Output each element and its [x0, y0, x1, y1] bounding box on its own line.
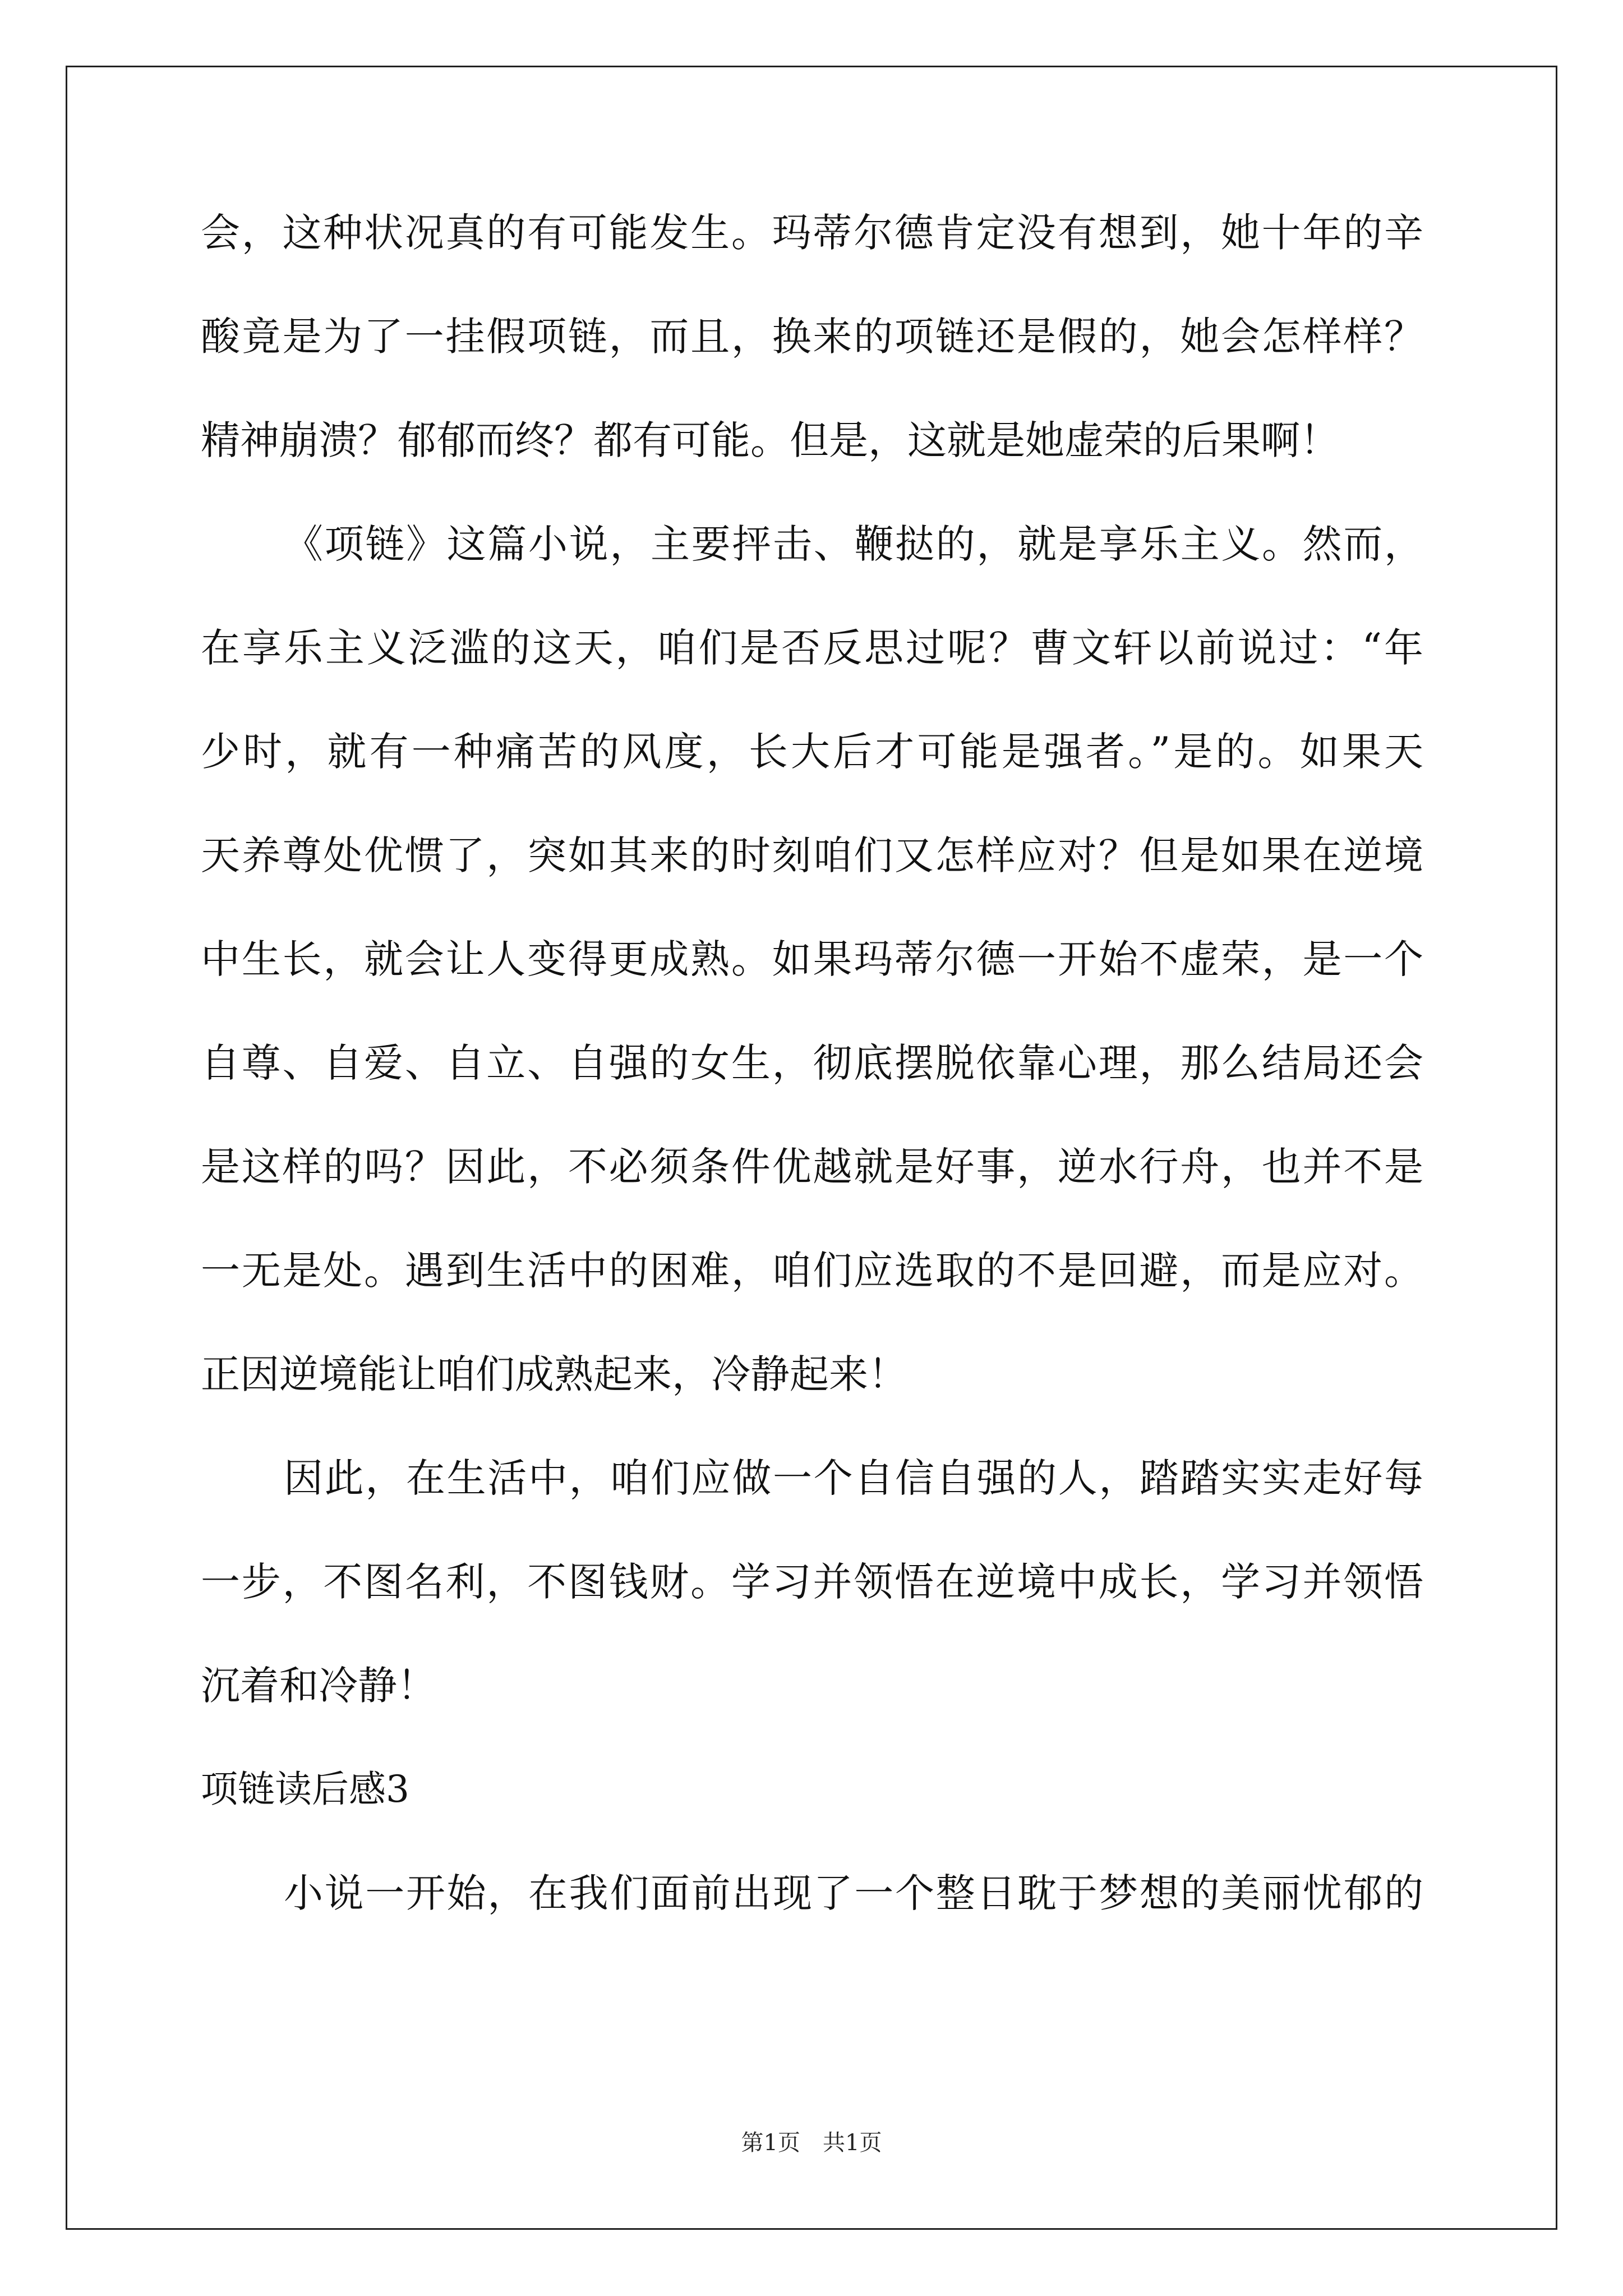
text-line: 正因逆境能让咱们成熟起来，冷静起来！ [201, 1351, 907, 1397]
text-line: 自尊、自爱、自立、自强的女生，彻底摆脱依靠心理，那么结局还会 [201, 1040, 1423, 1086]
text-line: 一步，不图名利，不图钱财。学习并领悟在逆境中成长，学习并领悟 [201, 1559, 1423, 1605]
text-line: 沉着和冷静！ [201, 1663, 436, 1709]
text-line: 一无是处。遇到生活中的困难，咱们应选取的不是回避，而是应对。 [201, 1248, 1423, 1294]
text-line: 天养尊处优惯了，突如其来的时刻咱们又怎样应对？但是如果在逆境 [201, 832, 1423, 878]
text-line: 因此，在生活中，咱们应做一个自信自强的人，踏踏实实走好每 [284, 1455, 1423, 1501]
text-line: 酸竟是为了一挂假项链，而且，换来的项链还是假的，她会怎样样？ [201, 314, 1423, 360]
text-line: 是这样的吗？因此，不必须条件优越就是好事，逆水行舟，也并不是 [201, 1144, 1423, 1190]
section-heading: 项链读后感3 [201, 1768, 409, 1811]
text-line: 在享乐主义泛滥的这天，咱们是否反思过呢？曹文轩以前说过：“年 [201, 625, 1423, 671]
text-line: 少时，就有一种痛苦的风度，长大后才可能是强者。”是的。如果天 [201, 729, 1423, 775]
text-line: 中生长，就会让人变得更成熟。如果玛蒂尔德一开始不虚荣，是一个 [201, 936, 1423, 982]
text-line: 《项链》这篇小说，主要抨击、鞭挞的，就是享乐主义。然而， [284, 521, 1423, 567]
document-body [201, 210, 1423, 1977]
text-line: 会，这种状况真的有可能发生。玛蒂尔德肯定没有想到，她十年的辛 [201, 210, 1423, 256]
text-line: 小说一开始，在我们面前出现了一个整日耽于梦想的美丽忧郁的 [284, 1870, 1423, 1916]
text-line: 精神崩溃？郁郁而终？都有可能。但是，这就是她虚荣的后果啊！ [201, 417, 1339, 463]
page-footer: 第1页 共1页 [741, 2130, 882, 2156]
